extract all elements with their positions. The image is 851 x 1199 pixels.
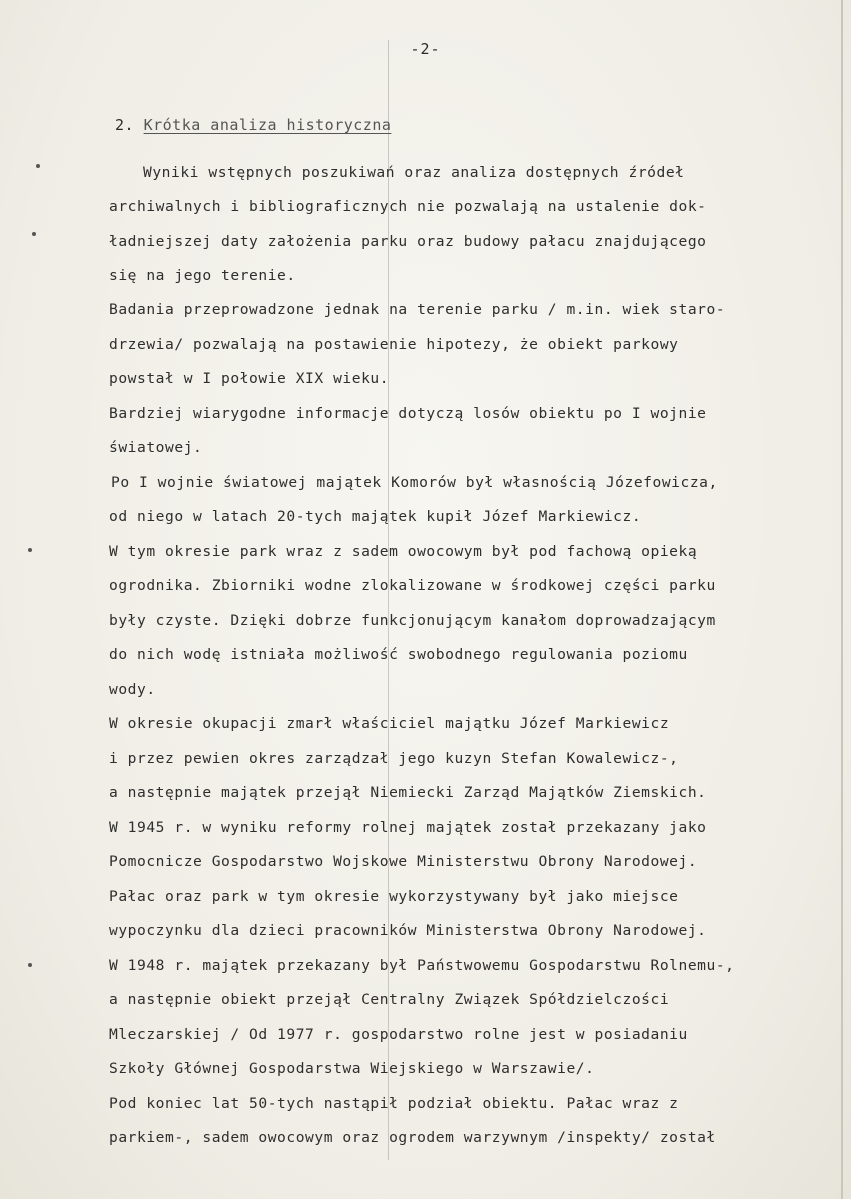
text-line: Szkoły Głównej Gospodarstwa Wiejskiego w Warszawie/. (109, 1060, 595, 1077)
text-line: Pomocnicze Gospodarstwo Wojskowe Ministerstwu Obrony Narodowej. (109, 853, 698, 870)
text-line: do nich wodę istniała możliwość swobodnego regulowania poziomu (109, 646, 688, 663)
text-line: W tym okresie park wraz z sadem owocowym był pod fachową opieką (109, 543, 698, 560)
text-line: parkiem-, sadem owocowym oraz ogrodem warzywnym /inspekty/ został (109, 1129, 716, 1146)
text-line: Pod koniec lat 50-tych nastąpił podział obiektu. Pałac wraz z (109, 1095, 679, 1112)
text-line: światowej. (109, 439, 203, 456)
text-line: Pałac oraz park w tym okresie wykorzystywany był jako miejsce (109, 888, 679, 905)
speck-mark (32, 232, 36, 236)
text-line: wody. (109, 681, 156, 698)
text-line: archiwalnych i bibliograficznych nie pozwalają na ustalenie dok- (109, 198, 707, 215)
text-line: Bardziej wiarygodne informacje dotyczą losów obiektu po I wojnie (109, 405, 707, 422)
text-line: Mleczarskiej / Od 1977 r. gospodarstwo rolne jest w posiadaniu (109, 1026, 688, 1043)
text-line: ogrodnika. Zbiorniki wodne zlokalizowane w środkowej części parku (109, 577, 716, 594)
section-title: Krótka analiza historyczna (143, 116, 392, 134)
text-line: były czyste. Dzięki dobrze funkcjonującym kanałom doprowadzającym (109, 612, 716, 629)
text-line: Po I wojnie światowej majątek Komorów był własnością Józefowicza, (111, 474, 718, 491)
text-line: od niego w latach 20-tych majątek kupił Józef Markiewicz. (109, 508, 642, 525)
text-line: i przez pewien okres zarządzał jego kuzyn Stefan Kowalewicz-, (109, 750, 679, 767)
text-line: Wyniki wstępnych poszukiwań oraz analiza dostępnych źródeł (143, 164, 685, 181)
text-line: ładniejszej daty założenia parku oraz budowy pałacu znajdującego (109, 233, 707, 250)
text-line: się na jego terenie. (109, 267, 296, 284)
text-line: a następnie obiekt przejął Centralny Związek Spółdzielczości (109, 991, 670, 1008)
text-line: powstał w I połowie XIX wieku. (109, 370, 390, 387)
text-line: W okresie okupacji zmarł właściciel majątku Józef Markiewicz (109, 715, 670, 732)
text-line: a następnie majątek przejął Niemiecki Zarząd Majątków Ziemskich. (109, 784, 707, 801)
text-line: W 1945 r. w wyniku reformy rolnej majątek został przekazany jako (109, 819, 707, 836)
text-line: Badania przeprowadzone jednak na terenie parku / m.in. wiek staro- (109, 301, 726, 318)
text-line: wypoczynku dla dzieci pracowników Ministerstwa Obrony Narodowej. (109, 922, 707, 939)
text-line: drzewia/ pozwalają na postawienie hipotezy, że obiekt parkowy (109, 336, 679, 353)
text-line: W 1948 r. majątek przekazany był Państwowemu Gospodarstwu Rolnemu-, (109, 957, 735, 974)
speck-mark (28, 963, 32, 967)
speck-mark (28, 548, 32, 552)
page-number: -2- (410, 40, 441, 58)
section-number: 2. (115, 116, 135, 134)
speck-mark (36, 164, 40, 168)
